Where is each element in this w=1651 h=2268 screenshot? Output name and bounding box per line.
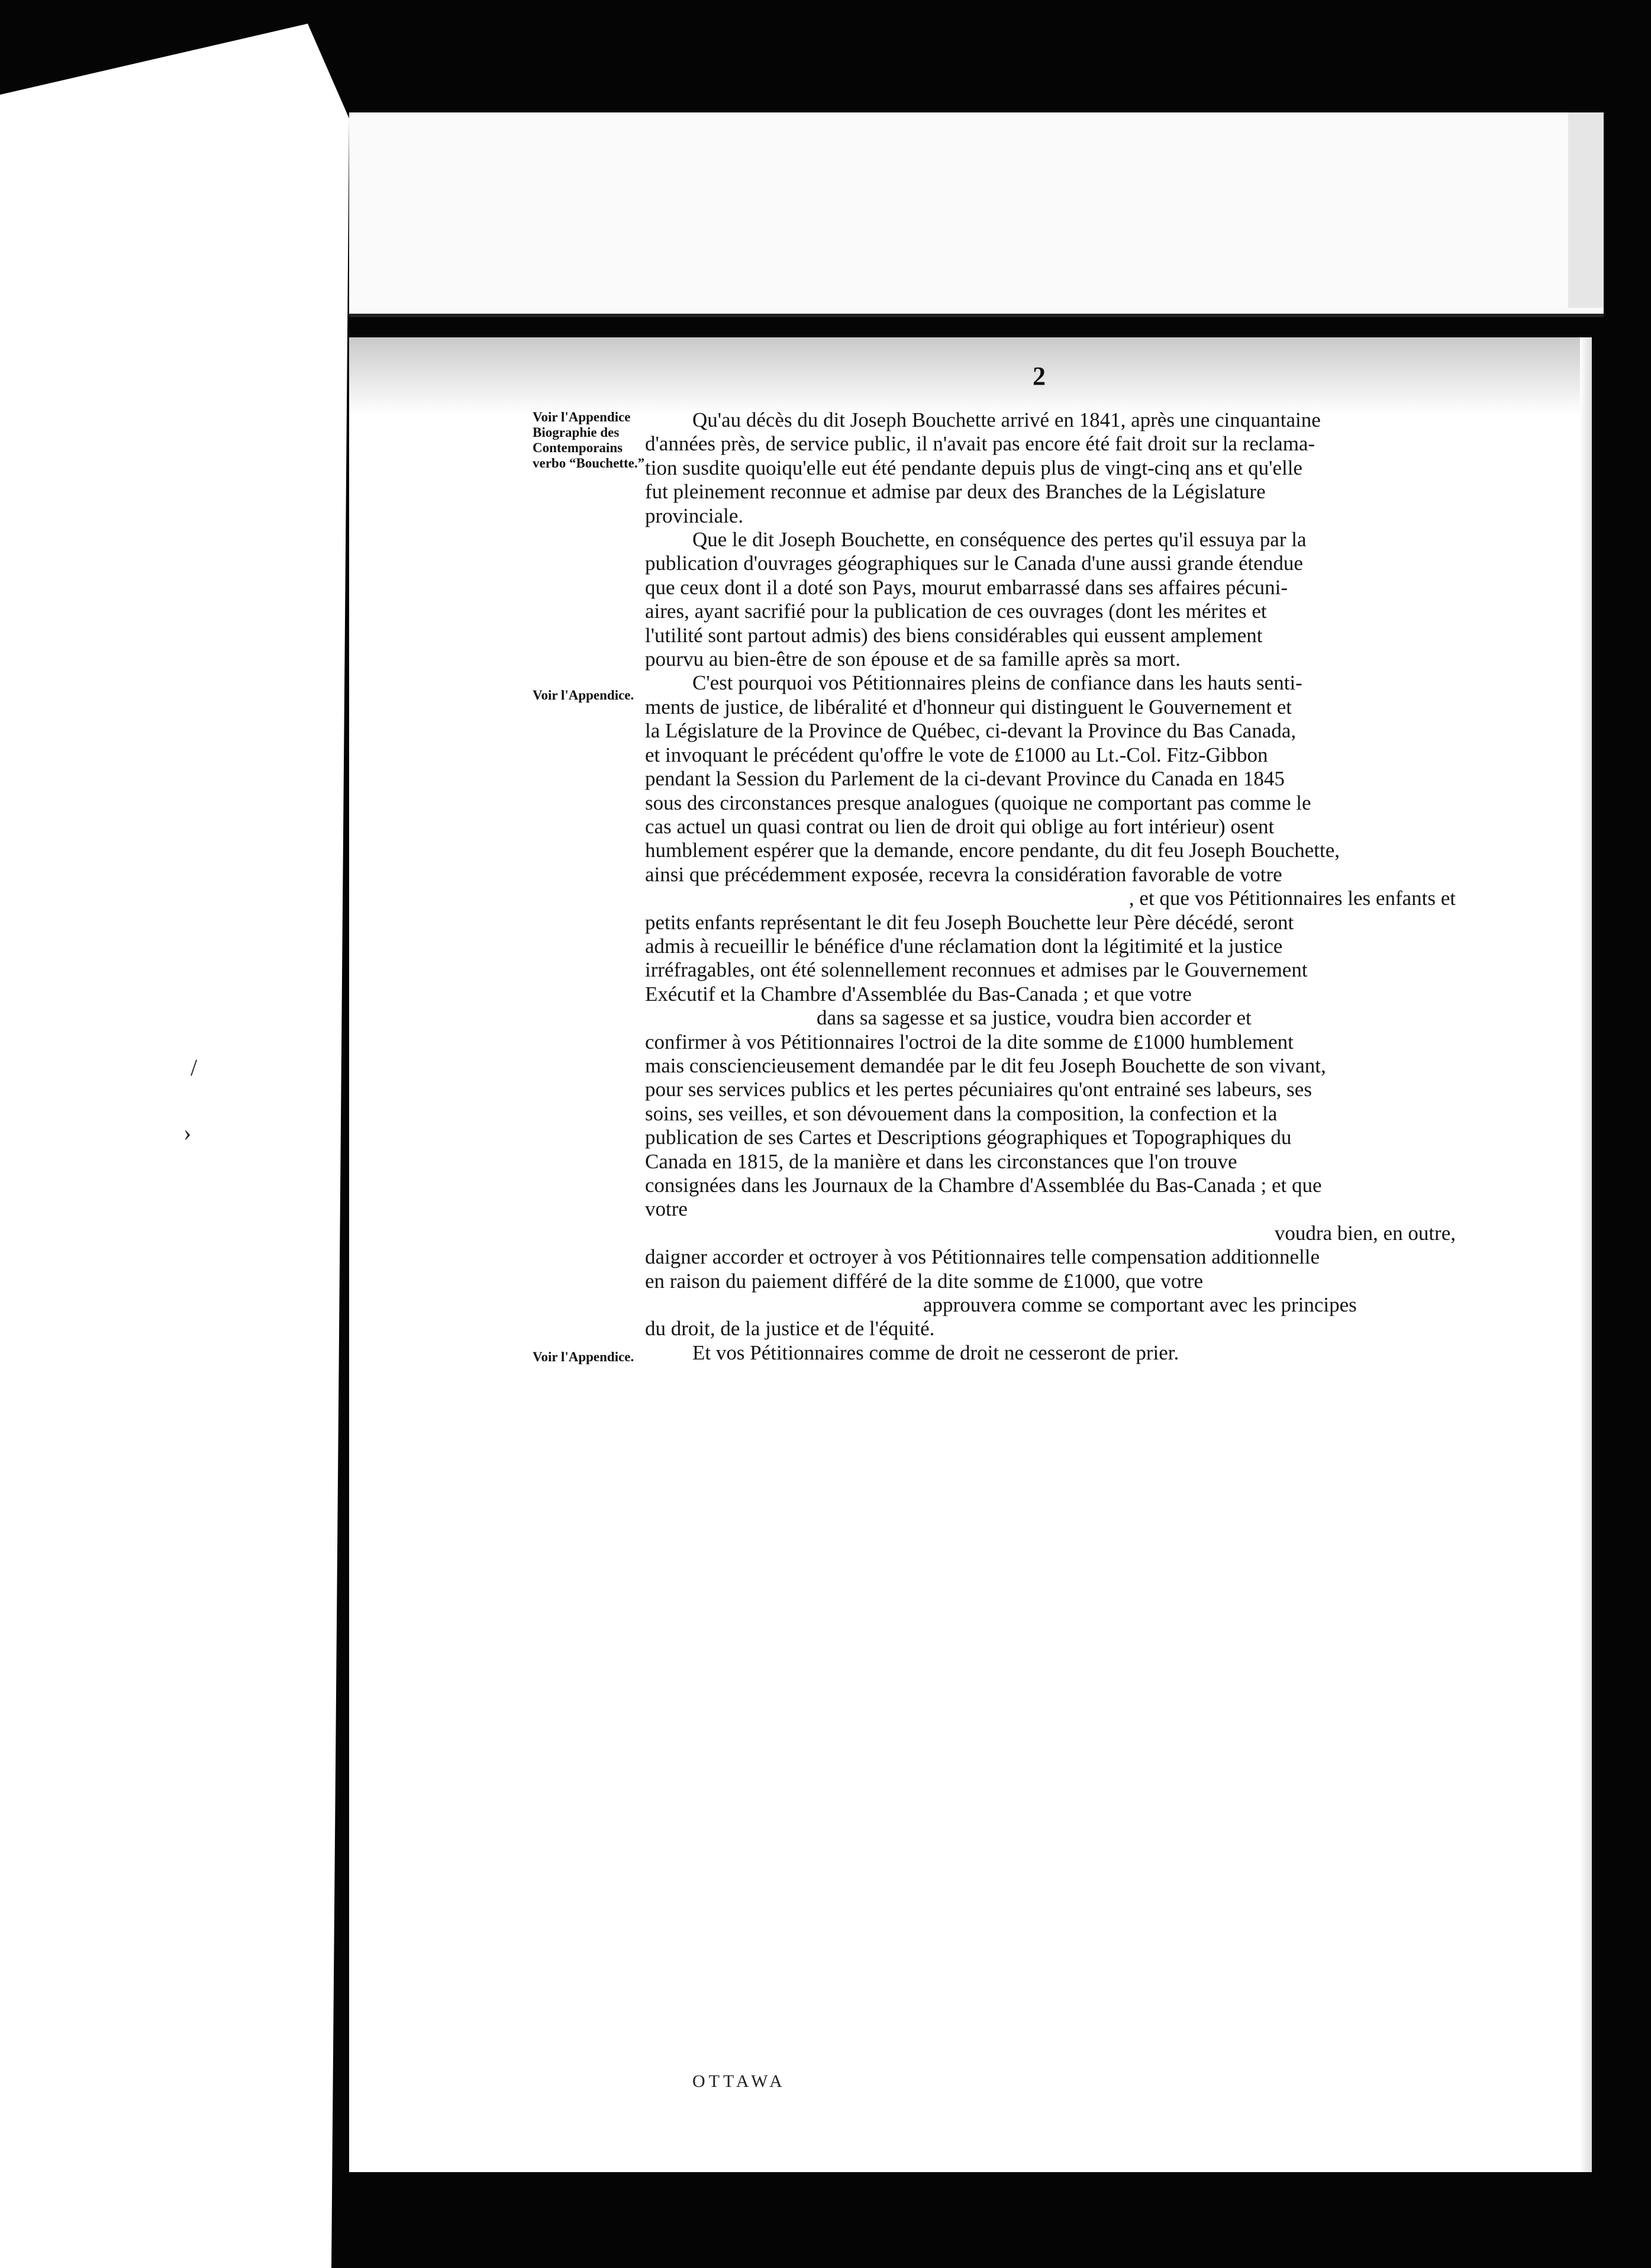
text-line: Que le dit Joseph Bouchette, en conséquence des pertes qu'il essuya par la	[692, 528, 1307, 552]
margin-note-appendice-2: Voir l'Appendice.	[533, 1349, 634, 1364]
page-number: 2	[1033, 362, 1046, 391]
text-line: irréfragables, ont été solennellement reconnues et admises par le Gouvernement	[645, 958, 1308, 982]
top-sheet-edge	[1568, 112, 1604, 308]
scan-mark: ›	[183, 1119, 192, 1146]
text-line: Exécutif et la Chambre d'Assemblée du Bas-Canada ; et que votre	[645, 982, 1192, 1006]
text-line: consignées dans les Journaux de la Chambre d'Assemblée du Bas-Canada ; et que	[645, 1174, 1322, 1197]
text-line: sous des circonstances presque analogues (quoique ne comportant pas comme le	[645, 791, 1311, 814]
text-line: dans sa sagesse et sa justice, voudra bien accorder et	[817, 1006, 1252, 1030]
text-line: soins, ses veilles, et son dévouement dans la composition, la confection et la	[645, 1101, 1278, 1125]
text-line: ments de justice, de libéralité et d'honneur qui distinguent le Gouvernement et	[645, 695, 1292, 719]
footer-imprint: OTTAWA	[692, 2072, 786, 2091]
margin-note-appendice-1: Voir l'Appendice.	[533, 688, 634, 703]
text-line: que ceux dont il a doté son Pays, mourut embarrassé dans ses affaires pécuni-	[645, 575, 1288, 599]
text-line: cas actuel un quasi contrat ou lien de droit qui oblige au fort intérieur) osent	[645, 814, 1275, 838]
text-line: admis à recueillir le bénéfice d'une réclamation dont la légitimité et la justice	[645, 934, 1283, 958]
text-line: , et que vos Pétitionnaires les enfants et	[1128, 887, 1456, 910]
text-line: l'utilité sont partout admis) des biens considérables qui eussent amplement	[645, 623, 1263, 647]
page-shadow	[349, 337, 1592, 414]
text-line: votre	[645, 1197, 688, 1221]
text-line: Qu'au décès du dit Joseph Bouchette arrivé en 1841, après une cinquantaine	[692, 408, 1321, 431]
text-line: petits enfants représentant le dit feu Joseph Bouchette leur Père décédé, seront	[645, 910, 1294, 934]
text-line: publication de ses Cartes et Descriptions géographiques et Topographiques du	[645, 1126, 1292, 1149]
text-line: en raison du paiement différé de la dite somme de £1000, que votre	[645, 1269, 1204, 1293]
text-line: ainsi que précédemment exposée, recevra la considération favorable de votre	[645, 862, 1282, 886]
page-right-edge	[1580, 337, 1592, 2172]
text-line: voudra bien, en outre,	[1274, 1221, 1456, 1245]
text-line: d'années près, de service public, il n'avait pas encore été fait droit sur la reclama-	[645, 432, 1315, 456]
text-line: pourvu au bien-être de son épouse et de sa famille après sa mort.	[645, 647, 1181, 671]
text-line: du droit, de la justice et de l'équité.	[645, 1317, 935, 1341]
text-line: confirmer à vos Pétitionnaires l'octroi de la dite somme de £1000 humblement	[645, 1030, 1294, 1054]
text-line: et invoquant le précédent qu'offre le vote de £1000 au Lt.-Col. Fitz-Gibbon	[645, 743, 1268, 766]
text-line: mais consciencieusement demandée par le dit feu Joseph Bouchette de son vivant,	[645, 1054, 1326, 1077]
text-line: la Législature de la Province de Québec, ci-devant la Province du Bas Canada,	[645, 719, 1297, 743]
text-line: humblement espérer que la demande, encore pendante, du dit feu Joseph Bouchette,	[645, 839, 1340, 862]
text-line: provinciale.	[645, 504, 744, 527]
text-line: publication d'ouvrages géographiques sur le Canada d'une aussi grande étendue	[645, 552, 1303, 575]
text-line: C'est pourquoi vos Pétitionnaires pleins de confiance dans les hauts senti-	[692, 671, 1302, 695]
text-line: approuvera comme se comportant avec les principes	[923, 1293, 1357, 1317]
text-line: Canada en 1815, de la manière et dans les circonstances que l'on trouve	[645, 1149, 1237, 1173]
text-line: Et vos Pétitionnaires comme de droit ne cesseront de prier.	[692, 1341, 1179, 1364]
petition-text	[645, 408, 1456, 1365]
text-line: tion susdite quoiqu'elle eut été pendante depuis plus de vingt-cinq ans et qu'elle	[645, 456, 1302, 479]
text-line: aires, ayant sacrifié pour la publication de ces ouvrages (dont les mérites et	[645, 600, 1267, 623]
scan-mark: /	[191, 1054, 198, 1081]
text-line: fut pleinement reconnue et admise par deux des Branches de la Législature	[645, 480, 1266, 504]
margin-note-biographie: Voir l'Appendice Biographie des Contemporains verbo “Bouchette.”	[533, 410, 645, 471]
text-line: pendant la Session du Parlement de la ci-devant Province du Canada en 1845	[645, 767, 1285, 791]
top-sheet	[349, 112, 1604, 317]
text-line: daigner accorder et octroyer à vos Pétitionnaires telle compensation additionnelle	[645, 1245, 1320, 1269]
text-line: pour ses services publics et les pertes pécuniaires qu'ont entrainé ses labeurs, ses	[645, 1078, 1312, 1101]
